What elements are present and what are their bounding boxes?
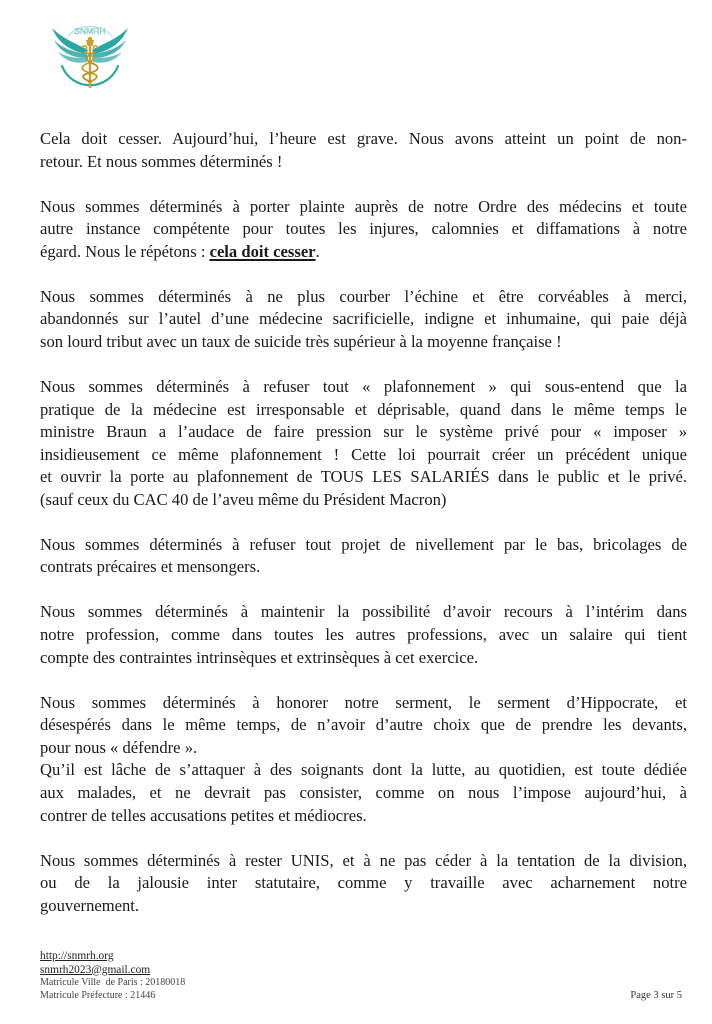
paragraph-6	[40, 601, 687, 669]
snmrh-logo	[48, 14, 132, 98]
text-line: ministre Braun a l’audace de faire pression sur le système privé pour « imposer »	[40, 422, 687, 442]
text-line: Nous sommes déterminés à rester UNIS, et à ne pas céder à la tentation de la division,	[40, 850, 687, 870]
text-line: ou de la jalousie inter statutaire, comme y travaille avec acharnement notre	[40, 873, 687, 893]
paragraph-9	[40, 850, 687, 918]
text-fragment: égard. Nous le répétons :	[40, 241, 210, 261]
text-line	[40, 241, 687, 264]
text-line: pratique de la médecine est irresponsable et déprisable, quand dans le même temps le	[40, 399, 687, 419]
matricule-paris: Matricule Ville de Paris : 20180018	[40, 977, 186, 989]
text-line: aux malades, et ne devrait pas consister, comme on nous l’impose aujourd’hui, à	[40, 783, 687, 802]
text-line: (sauf ceux du CAC 40 de l’aveu même du Président Macron)	[40, 489, 447, 509]
caduceus-wings-icon	[48, 14, 132, 98]
text-line: insidieusement ce même plafonnement ! Cette loi pourrait créer un précédent unique	[40, 444, 687, 464]
logo-text: SNMRH	[74, 26, 106, 36]
text-line: Nous sommes déterminés à maintenir la possibilité d’avoir recours à l’intérim dans	[40, 602, 687, 622]
text-line: Nous sommes déterminés à refuser tout « plafonnement » qui sous-entend que la	[40, 376, 687, 396]
text-line: Cela doit cesser. Aujourd’hui, l’heure est grave. Nous avons atteint un point de non-	[40, 129, 687, 148]
text-line: et ouvrir la porte au plafonnement de TOUS LES SALARIÉS dans le public et le privé.	[40, 467, 687, 487]
paragraph-1	[40, 128, 687, 173]
text-line: Nous sommes déterminés à ne plus courber l’échine et être corvéables à merci,	[40, 286, 687, 306]
text-line: compte des contraintes intrinsèques et extrinsèques à cet exercice.	[40, 647, 479, 667]
text-line: pour nous « défendre ».	[40, 737, 198, 757]
text-line: son lourd tribut avec un taux de suicide très supérieur à la moyenne française !	[40, 331, 562, 351]
text-line: retour. Et nous sommes déterminés !	[40, 151, 283, 171]
text-line: Nous sommes déterminés à porter plainte auprès de notre Ordre des médecins et toute	[40, 196, 687, 216]
text-fragment: .	[315, 241, 320, 261]
paragraph-3	[40, 286, 687, 354]
paragraph-4	[40, 376, 687, 512]
text-line: gouvernement.	[40, 895, 140, 915]
email-link[interactable]: snmrh2023@gmail.com	[40, 963, 151, 976]
text-line: Nous sommes déterminés à refuser tout projet de nivellement par le bas, bricolages de	[40, 534, 687, 554]
footer	[40, 950, 185, 1002]
text-line: contrats précaires et mensongers.	[40, 557, 261, 577]
paragraph-5	[40, 534, 687, 579]
text-line: abandonnés sur l’autel d’une médecine sacrificielle, indigne et inhumaine, qui paie déjà	[40, 309, 687, 329]
paragraph-8	[40, 759, 687, 827]
page-number: Page 3 sur 5	[630, 990, 682, 1001]
paragraph-7	[40, 692, 687, 760]
emphasis-cela-doit-cesser: cela doit cesser	[209, 241, 316, 261]
paragraph-2	[40, 196, 687, 264]
text-line: contrer de telles accusations petites et médiocres.	[40, 805, 367, 825]
letter-body	[40, 128, 687, 940]
matricule-prefecture: Matricule Préfecture : 21446	[40, 989, 156, 1001]
text-line: désespérés dans le même temps, de n’avoir d’autre choix que de prendre les devants,	[40, 715, 687, 735]
text-line: autre instance compétente pour toutes les injures, calomnies et diffamations à notre	[40, 219, 687, 239]
text-line: Nous sommes déterminés à honorer notre serment, le serment d’Hippocrate, et	[40, 692, 687, 712]
website-link[interactable]: http://snmrh.org	[40, 950, 114, 962]
text-line: Qu’il est lâche de s’attaquer à des soignants dont la lutte, au quotidien, est toute dédiée	[40, 760, 687, 780]
text-line: notre profession, comme dans toutes les autres professions, avec un salaire qui tient	[40, 625, 687, 645]
